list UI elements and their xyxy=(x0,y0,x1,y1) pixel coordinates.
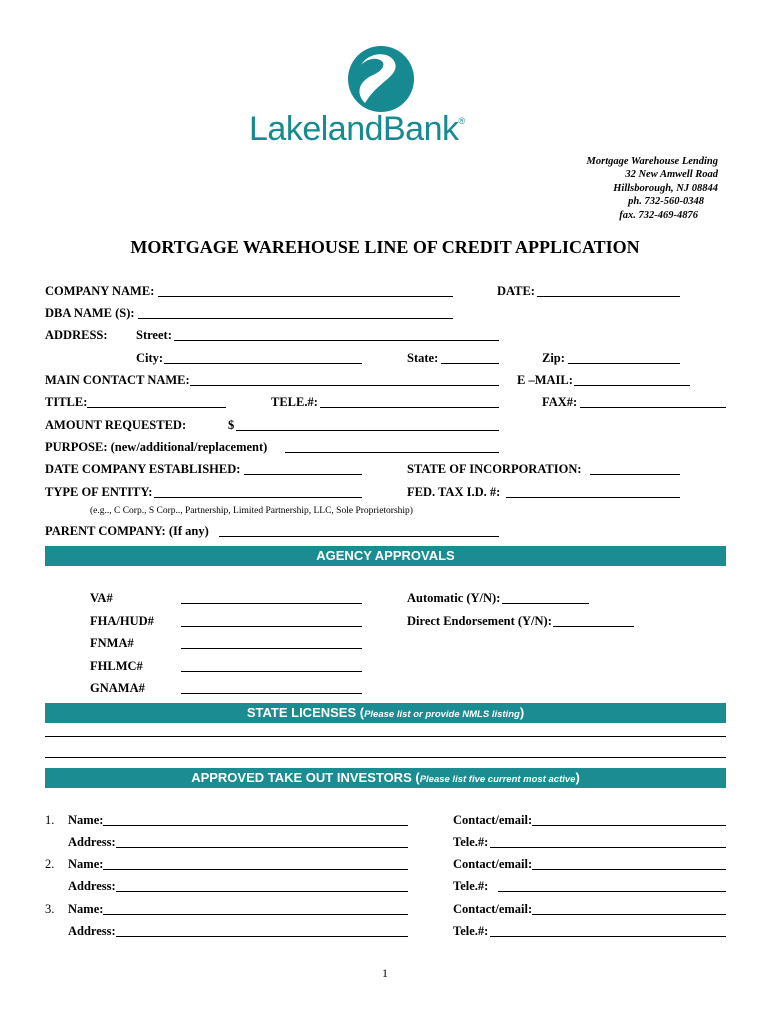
parent-company-field[interactable] xyxy=(219,536,499,537)
tele-label: TELE.#: xyxy=(271,395,318,409)
company-name-label: COMPANY NAME: xyxy=(45,284,155,298)
dba-name-label: DBA NAME (S): xyxy=(45,306,135,320)
investor-tele-label: Tele.#: xyxy=(453,924,489,938)
investors-note: Please list five current most active xyxy=(419,774,576,785)
investor-name-label: Name: xyxy=(68,857,104,871)
fhlmc-label: FHLMC# xyxy=(90,659,143,673)
street-field[interactable] xyxy=(174,340,499,341)
investor-tele-field[interactable] xyxy=(490,847,726,848)
main-contact-field[interactable] xyxy=(190,385,499,386)
investor-tele-field[interactable] xyxy=(498,891,726,892)
fnma-label: FNMA# xyxy=(90,636,134,650)
company-name-field[interactable] xyxy=(158,296,453,297)
investor-contact-label: Contact/email: xyxy=(453,902,533,916)
investor-tele-label: Tele.#: xyxy=(453,879,489,893)
fha-field[interactable] xyxy=(181,626,362,627)
investor-number: 1. xyxy=(45,813,55,827)
agency-approvals-heading: AGENCY APPROVALS xyxy=(45,546,726,566)
va-field[interactable] xyxy=(181,603,362,604)
state-licenses-line[interactable] xyxy=(45,736,726,737)
state-field[interactable] xyxy=(441,363,499,364)
state-incorporation-field[interactable] xyxy=(590,474,680,475)
va-label: VA# xyxy=(90,591,113,605)
investor-contact-field[interactable] xyxy=(532,914,726,915)
city-field[interactable] xyxy=(164,363,362,364)
fax-line: fax. 732-469-4876 xyxy=(619,209,698,221)
email-field[interactable] xyxy=(574,385,690,386)
gnama-field[interactable] xyxy=(181,693,362,694)
amount-requested-field[interactable] xyxy=(236,430,499,431)
city-label: City: xyxy=(136,351,164,365)
parent-company-label: PARENT COMPANY: (If any) xyxy=(45,524,209,538)
entity-type-label: TYPE OF ENTITY: xyxy=(45,485,153,499)
phone-line: ph. 732-560-0348 xyxy=(628,196,704,208)
address-label: ADDRESS: xyxy=(45,328,108,342)
address-line: 32 New Amwell Road xyxy=(625,169,718,181)
street-label: Street: xyxy=(136,328,172,342)
state-licenses-line[interactable] xyxy=(45,757,726,758)
date-field[interactable] xyxy=(537,296,680,297)
investor-number: 2. xyxy=(45,857,55,871)
automatic-field[interactable] xyxy=(502,603,589,604)
logo-text: LakelandBank xyxy=(249,110,459,148)
main-contact-label: MAIN CONTACT NAME: xyxy=(45,373,190,387)
title-field[interactable] xyxy=(87,407,226,408)
entity-type-field[interactable] xyxy=(154,497,362,498)
fax-field[interactable] xyxy=(580,407,726,408)
fha-label: FHA/HUD# xyxy=(90,614,154,628)
email-label: E –MAIL: xyxy=(517,373,573,387)
investors-close: ) xyxy=(575,770,580,785)
purpose-field[interactable] xyxy=(285,452,499,453)
investor-name-label: Name: xyxy=(68,813,104,827)
logo-wordmark xyxy=(249,110,465,149)
investor-name-label: Name: xyxy=(68,902,104,916)
fed-tax-label: FED. TAX I.D. #: xyxy=(407,485,501,499)
investor-number: 3. xyxy=(45,902,55,916)
page-title: MORTGAGE WAREHOUSE LINE OF CREDIT APPLICATION xyxy=(130,237,640,257)
state-label: State: xyxy=(407,351,439,365)
amount-requested-label: AMOUNT REQUESTED: xyxy=(45,418,187,432)
investors-title: APPROVED TAKE OUT INVESTORS ( xyxy=(191,770,420,785)
state-licenses-heading xyxy=(45,703,726,723)
title-label: TITLE: xyxy=(45,395,88,409)
investor-address-label: Address: xyxy=(68,924,116,938)
date-label: DATE: xyxy=(497,284,535,298)
investor-address-field[interactable] xyxy=(116,847,408,848)
investor-contact-field[interactable] xyxy=(532,869,726,870)
state-licenses-title: STATE LICENSES ( xyxy=(246,705,365,720)
date-established-field[interactable] xyxy=(244,474,362,475)
registered-mark: ® xyxy=(458,116,465,126)
investor-address-label: Address: xyxy=(68,835,116,849)
direct-endorsement-label: Direct Endorsement (Y/N): xyxy=(407,614,552,628)
state-licenses-close: ) xyxy=(519,705,525,720)
investor-tele-label: Tele.#: xyxy=(453,835,489,849)
address-line: Mortgage Warehouse Lending xyxy=(586,156,718,167)
gnama-label: GNAMA# xyxy=(90,681,145,695)
fed-tax-field[interactable] xyxy=(506,497,680,498)
address-line: Hillsborough, NJ 08844 xyxy=(613,182,718,194)
zip-field[interactable] xyxy=(568,363,680,364)
investor-contact-label: Contact/email: xyxy=(453,813,533,827)
investor-address-label: Address: xyxy=(68,879,116,893)
investor-contact-field[interactable] xyxy=(532,825,726,826)
state-incorporation-label: STATE OF INCORPORATION: xyxy=(407,462,582,476)
state-licenses-note: Please list or provide NMLS listing xyxy=(364,709,520,720)
investor-name-field[interactable] xyxy=(103,914,408,915)
fax-label: FAX#: xyxy=(542,395,578,409)
investor-tele-field[interactable] xyxy=(490,936,726,937)
direct-endorsement-field[interactable] xyxy=(553,626,634,627)
tele-field[interactable] xyxy=(320,407,499,408)
investors-heading xyxy=(45,768,726,788)
investor-address-field[interactable] xyxy=(116,891,408,892)
investor-name-field[interactable] xyxy=(103,869,408,870)
purpose-label: PURPOSE: (new/additional/replacement) xyxy=(45,440,268,454)
bank-address xyxy=(587,155,718,222)
entity-examples: (e.g.., C Corp., S Corp.., Partnership, Limited Partnership, LLC, Sole Proprietorship) xyxy=(90,506,413,516)
dba-name-field[interactable] xyxy=(138,318,453,319)
dollar-sign: $ xyxy=(228,418,235,432)
fhlmc-field[interactable] xyxy=(181,671,362,672)
investor-name-field[interactable] xyxy=(103,825,408,826)
investor-address-field[interactable] xyxy=(116,936,408,937)
automatic-label: Automatic (Y/N): xyxy=(407,591,501,605)
fnma-field[interactable] xyxy=(181,648,362,649)
date-established-label: DATE COMPANY ESTABLISHED: xyxy=(45,462,241,476)
investor-contact-label: Contact/email: xyxy=(453,857,533,871)
zip-label: Zip: xyxy=(542,351,565,365)
lakeland-swirl-icon xyxy=(347,45,415,113)
page-number: 1 xyxy=(382,966,388,980)
